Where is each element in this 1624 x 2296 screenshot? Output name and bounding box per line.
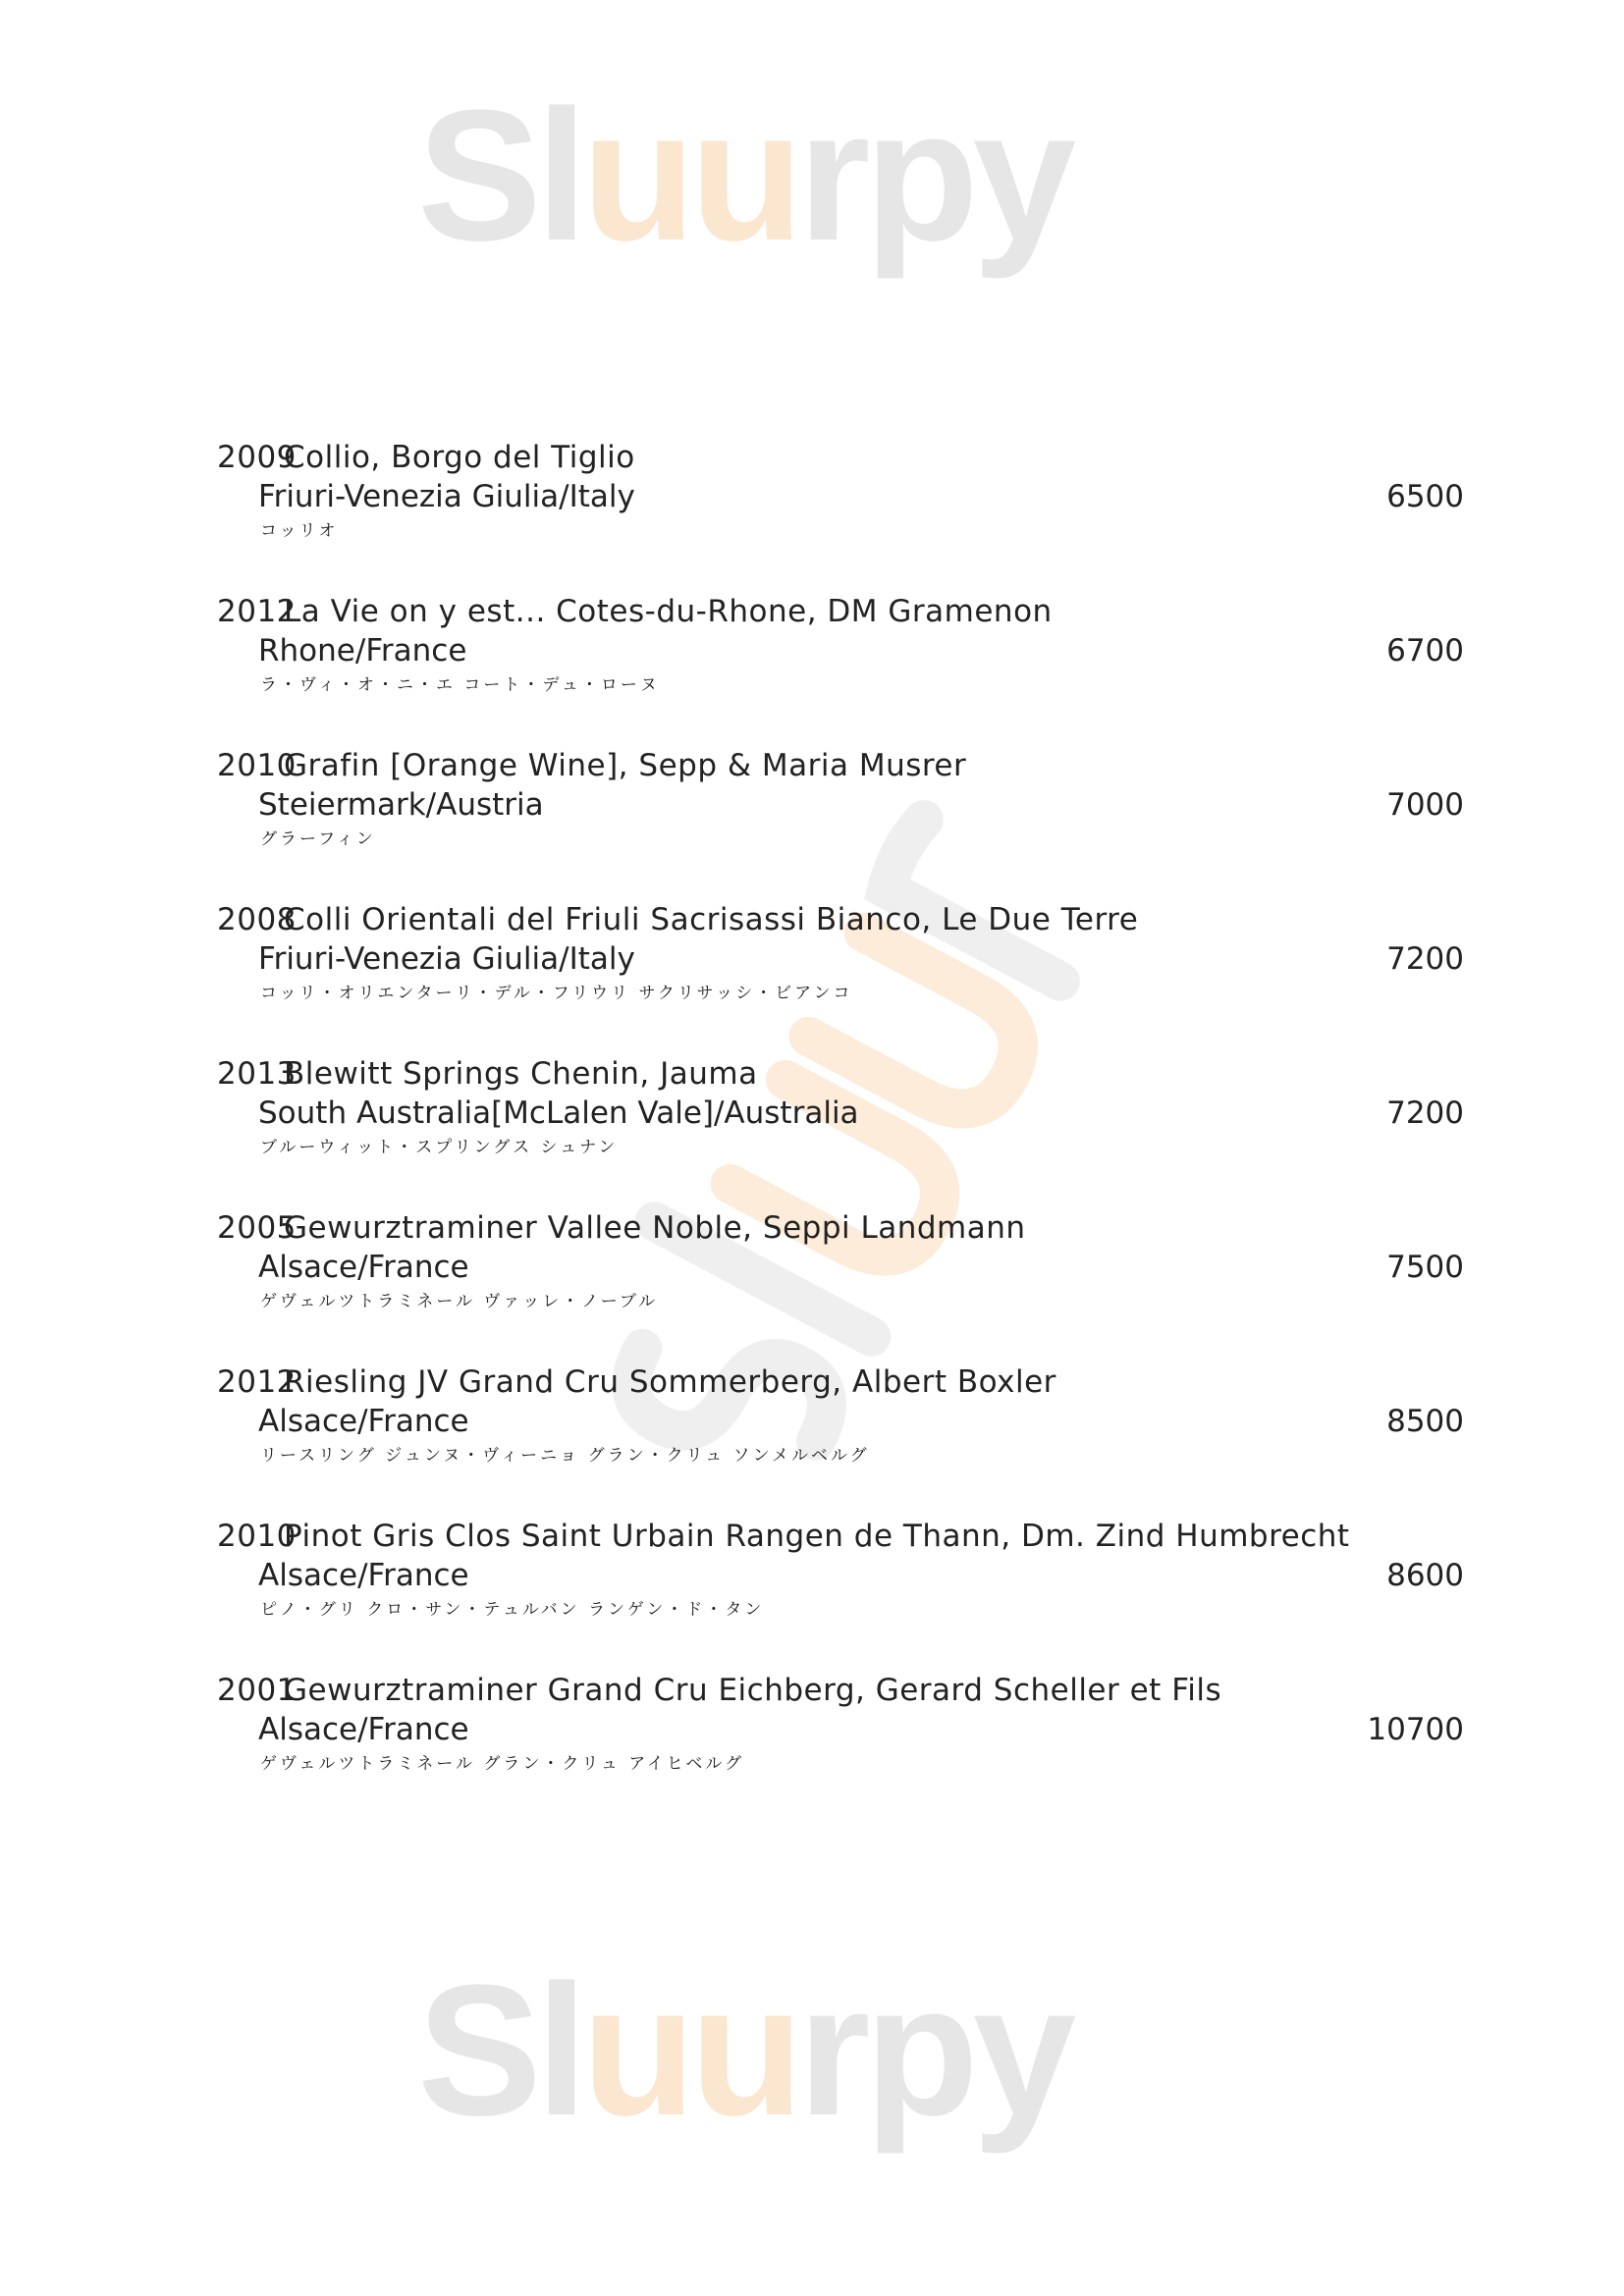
wine-price: 7000 [1386, 787, 1464, 823]
wine-japanese-name: コッリ・オリエンターリ・デル・フリウリ サクリサッシ・ビアンコ [260, 984, 853, 1003]
wine-entry [217, 900, 1523, 1054]
wine-name: Blewitt Springs Chenin, Jauma [284, 1056, 758, 1092]
wine-title-line [217, 592, 1523, 631]
wine-year: 2001 [217, 1673, 297, 1708]
wine-region: Alsace/France [258, 1250, 469, 1285]
wine-price: 10700 [1367, 1712, 1464, 1747]
wine-japanese-name: ゲヴェルツトラミネール グラン・クリュ アイヒベルグ [260, 1754, 745, 1774]
wine-title-line [217, 1054, 1523, 1094]
wine-region: Rhone/France [258, 633, 467, 668]
wine-name: Riesling JV Grand Cru Sommerberg, Albert Boxler [284, 1364, 1056, 1400]
wine-title-line [217, 1208, 1523, 1248]
wine-japanese-name: ピノ・グリ クロ・サン・テュルバン ランゲン・ド・タン [260, 1600, 765, 1620]
wine-japanese-name: コッリオ [260, 521, 339, 541]
wine-year: 2009 [217, 440, 297, 475]
wine-entry [217, 746, 1523, 900]
wine-price: 8500 [1386, 1404, 1464, 1439]
wine-title-line [217, 746, 1523, 785]
wine-price: 8600 [1386, 1558, 1464, 1593]
wine-price: 7500 [1386, 1250, 1464, 1285]
wine-title-line [217, 900, 1523, 939]
wine-title-line [217, 438, 1523, 477]
sluurpy-watermark-logo: Sluurpy [417, 1947, 1071, 2155]
wine-japanese-name: ラ・ヴィ・オ・ニ・エ コート・デュ・ローヌ [260, 675, 660, 695]
wine-price: 7200 [1386, 941, 1464, 977]
wine-japanese-name: グラーフィン [260, 829, 376, 849]
wine-region: Friuri-Venezia Giulia/Italy [258, 941, 635, 977]
wine-price: 6700 [1386, 633, 1464, 668]
wine-name: Gewurztraminer Grand Cru Eichberg, Gerard Scheller et Fils [284, 1673, 1222, 1708]
wine-japanese-name: ゲヴェルツトラミネール ヴァッレ・ノーブル [260, 1292, 659, 1311]
wine-year: 2005 [217, 1210, 297, 1246]
wine-year: 2012 [217, 1364, 297, 1400]
wine-year: 2008 [217, 902, 297, 937]
wine-region: Alsace/France [258, 1558, 469, 1593]
wine-entry [217, 592, 1523, 746]
wine-region: Steiermark/Austria [258, 787, 544, 823]
wine-name: Pinot Gris Clos Saint Urbain Rangen de Thann, Dm. Zind Humbrecht [284, 1519, 1350, 1554]
wine-entry [217, 1054, 1523, 1208]
wine-entry [217, 1671, 1523, 1825]
wine-title-line [217, 1362, 1523, 1402]
wine-list [217, 438, 1523, 1825]
wine-entry [217, 1517, 1523, 1671]
wine-region: Alsace/France [258, 1404, 469, 1439]
wine-year: 2010 [217, 1519, 297, 1554]
wine-price: 7200 [1386, 1095, 1464, 1131]
wine-title-line [217, 1671, 1523, 1710]
wine-name: Colli Orientali del Friuli Sacrisassi Bianco, Le Due Terre [284, 902, 1139, 937]
wine-region: Friuri-Venezia Giulia/Italy [258, 479, 635, 514]
wine-region: South Australia[McLalen Vale]/Australia [258, 1095, 859, 1131]
wine-entry [217, 438, 1523, 592]
wine-year: 2010 [217, 748, 297, 783]
wine-japanese-name: ブルーウィット・スプリングス シュナン [260, 1138, 619, 1157]
wine-entry [217, 1362, 1523, 1517]
wine-japanese-name: リースリング ジュンヌ・ヴィーニョ グラン・クリュ ソンメルベルグ [260, 1446, 870, 1466]
wine-entry [217, 1208, 1523, 1362]
wine-name: Collio, Borgo del Tiglio [284, 440, 635, 475]
sluurpy-watermark-logo: Sluurpy [417, 72, 1071, 280]
wine-price: 6500 [1386, 479, 1464, 514]
wine-year: 2012 [217, 594, 297, 629]
wine-name: Grafin [Orange Wine], Sepp & Maria Musrer [284, 748, 967, 783]
wine-year: 2013 [217, 1056, 297, 1092]
wine-title-line [217, 1517, 1523, 1556]
wine-region: Alsace/France [258, 1712, 469, 1747]
wine-name: La Vie on y est... Cotes-du-Rhone, DM Gramenon [284, 594, 1053, 629]
wine-name: Gewurztraminer Vallee Noble, Seppi Landmann [284, 1210, 1026, 1246]
